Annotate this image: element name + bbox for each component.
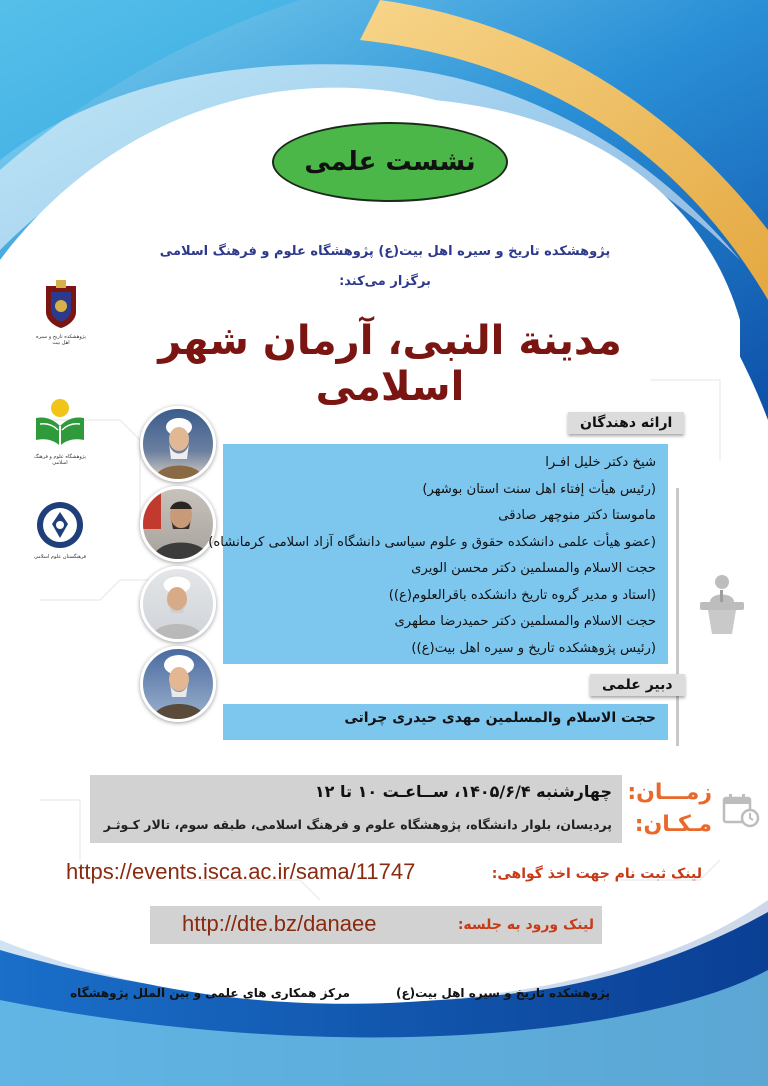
academy-logo (30, 500, 90, 560)
calendar-icon (722, 792, 760, 828)
presenters-label: ارائه دهندگان (568, 412, 684, 434)
divider-line (676, 488, 679, 746)
organizer-announce: برگزار می‌کند: (339, 274, 431, 289)
presenter-name: شیخ دکتر خلیل افـرا (545, 455, 656, 470)
presenters-box (208, 444, 668, 664)
academy-seal-icon (30, 500, 90, 550)
institute-logo (36, 278, 86, 346)
event-title: مدینة النبی، آرمان شهر اسلامی (158, 318, 622, 410)
isca-logo (30, 396, 90, 466)
presenter-role: (رئیس پژوهشکده تاریخ و سیره اهل بیت(ع)) (411, 640, 656, 656)
speaker-photo-4 (140, 646, 216, 722)
person-avatar-icon (143, 489, 213, 559)
event-type-badge (272, 122, 508, 202)
join-link[interactable]: http://dte.bz/danaee (182, 911, 377, 936)
join-link-label: لینک ورود به جلسه: (457, 917, 594, 933)
person-avatar-icon (143, 409, 213, 479)
book-sun-icon (30, 396, 90, 450)
join-link-box (150, 906, 602, 944)
presenter-role: (استاد و مدیر گروه تاریخ دانشکده باقرالعلوم(ع)) (388, 587, 656, 603)
institute-logo-caption: پژوهشکده تاریخ و سیره اهل بیت (36, 334, 86, 346)
presenter-name: ماموستا دکتر منوچهر صادقی (498, 508, 656, 523)
isca-logo-caption: پژوهشگاه علوم و فرهنگ اسلامی (34, 454, 86, 466)
register-link[interactable]: https://events.isca.ac.ir/sama/11747 (66, 859, 416, 884)
footer-organizer-right: پژوهشکده تاریخ و سیره اهل بیت(ع) (395, 986, 610, 1000)
institute-emblem-icon (36, 278, 86, 330)
time-label: زمـــان: (627, 780, 712, 805)
secretary-name: حجت الاسلام والمسلمین مهدی حیدری چراتی (344, 710, 656, 726)
podium-icon (694, 572, 750, 636)
organizer-line: پژوهشکده تاریخ و سیره اهل بیت(ع) پژوهشگاه علوم و فرهنگ اسلامی (159, 244, 611, 259)
secretary-label: دبیر علمی (590, 674, 685, 696)
speaker-photo-3 (140, 566, 216, 642)
event-type-label: نشست علمی (304, 147, 476, 177)
register-link-label: لینک ثبت نام جهت اخذ گواهی: (491, 866, 702, 882)
schedule-box (90, 775, 622, 843)
speaker-photo-1 (140, 406, 216, 482)
time-value: چهارشنبه ۱۴۰۵/۶/۴، ســاعـت ۱۰ تا ۱۲ (314, 782, 612, 801)
place-value: پردیسان، بلوار دانشگاه، پژوهشگاه علوم و فرهنگ اسلامی، طبقه سوم، تالار کـوثـر (103, 817, 612, 832)
presenter-role: (رئیس هیأت إفتاء اهل سنت استان بوشهر) (422, 481, 656, 497)
presenter-role: (عضو هیأت علمی دانشکده حقوق و علوم سیاسی دانشگاه آزاد اسلامی کرمانشاه) (208, 534, 656, 550)
person-avatar-icon (143, 649, 213, 719)
footer-organizer-left: مرکز همکاری های علمی و بین الملل پژوهشگاه (70, 986, 350, 1000)
person-avatar-icon (143, 569, 213, 639)
presenter-name: حجت الاسلام والمسلمین دکتر حمیدرضا مطهری (394, 614, 656, 629)
academy-logo-caption: فرهنگستان علوم اسلامی (33, 554, 87, 560)
place-label: مـکـان: (634, 812, 712, 837)
speaker-photo-2 (140, 486, 216, 562)
secretary-box (223, 704, 668, 740)
presenter-name: حجت الاسلام والمسلمین دکتر محسن الویری (411, 561, 656, 576)
